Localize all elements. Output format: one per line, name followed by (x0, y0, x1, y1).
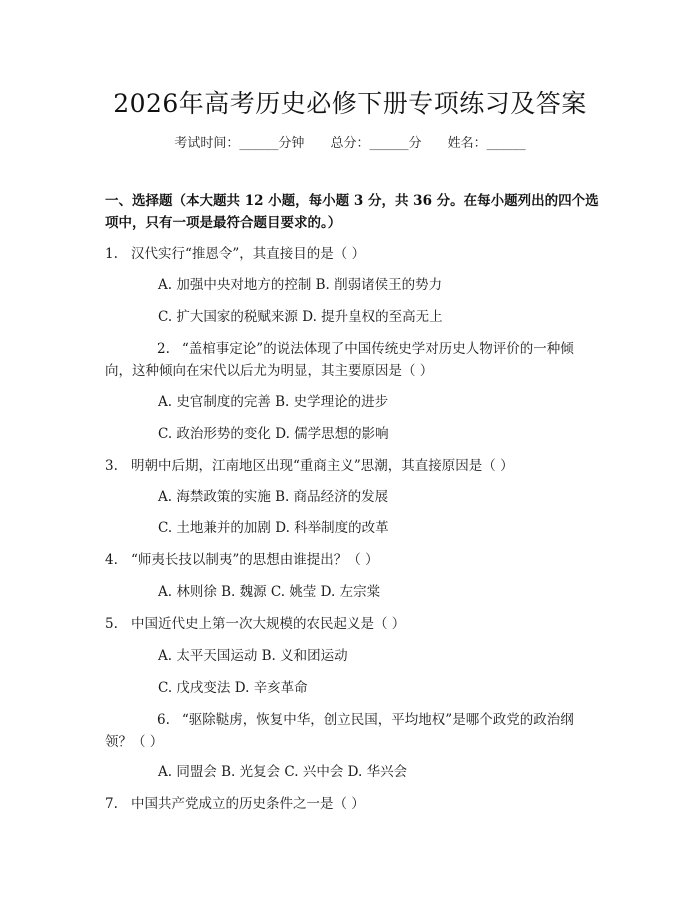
question-text: 明朝中后期，江南地区出现“重商主义”思潮，其直接原因是（ ） (131, 458, 514, 474)
question-2 (105, 338, 600, 382)
question-number: 6. (157, 712, 170, 728)
question-number: 2. (157, 341, 170, 357)
exam-score: 总分：______分 (330, 136, 422, 151)
question-5-options-row-2: C. 戊戌变法 D. 辛亥革命 (158, 680, 308, 696)
question-number: 4. (105, 552, 118, 568)
question-number: 3. (105, 458, 118, 474)
exam-meta (0, 132, 700, 151)
question-4 (105, 549, 600, 571)
question-3-options-row-1: A. 海禁政策的实施 B. 商品经济的发展 (158, 489, 389, 505)
question-7 (105, 793, 600, 815)
question-text: 中国近代史上第一次大规模的农民起义是（ ） (131, 616, 406, 632)
section-heading: 一、选择题（本大题共 12 小题，每小题 3 分，共 36 分。在每小题列出的四个选项中，只有一项是最符合题目要求的。） (105, 193, 599, 231)
question-1-options-row-2: C. 扩大国家的税赋来源 D. 提升皇权的至高无上 (158, 309, 443, 325)
question-3-options-row-2: C. 土地兼并的加剧 D. 科举制度的改革 (158, 520, 389, 536)
question-text: 汉代实行“推恩令”，其直接目的是（ ） (131, 246, 366, 262)
page-title: 2026年高考历史必修下册专项练习及答案 (113, 89, 587, 118)
question-2-options-row-2: C. 政治形势的变化 D. 儒学思想的影响 (158, 426, 389, 442)
question-5 (105, 613, 600, 635)
exam-time: 考试时间：______分钟 (174, 136, 305, 151)
question-text: 中国共产党成立的历史条件之一是（ ） (131, 796, 365, 812)
question-1-options-row-1: A. 加强中央对地方的控制 B. 削弱诸侯王的势力 (158, 277, 443, 293)
question-text: “驱除鞑虏，恢复中华，创立民国，平均地权”是哪个政党的政治纲领？（ ） (105, 712, 574, 750)
question-number: 5. (105, 616, 118, 632)
question-number: 1. (105, 246, 118, 262)
question-2-options-row-1: A. 史官制度的完善 B. 史学理论的进步 (158, 394, 389, 410)
question-number: 7. (105, 796, 118, 812)
question-5-options-row-1: A. 太平天国运动 B. 义和团运动 (158, 648, 348, 664)
question-6 (105, 709, 600, 753)
question-6-options-row-1: A. 同盟会 B. 光复会 C. 兴中会 D. 华兴会 (158, 764, 408, 780)
exam-name: 姓名：______ (447, 136, 526, 151)
question-4-options-row-1: A. 林则徐 B. 魏源 C. 姚莹 D. 左宗棠 (158, 584, 381, 600)
question-1 (105, 243, 600, 265)
question-text: “盖棺事定论”的说法体现了中国传统史学对历史人物评价的一种倾向，这种倾向在宋代以后尤为明显，其主要原因是（ ） (105, 341, 574, 379)
question-3 (105, 455, 600, 477)
question-text: “师夷长技以制夷”的思想由谁提出？（ ） (131, 552, 379, 568)
